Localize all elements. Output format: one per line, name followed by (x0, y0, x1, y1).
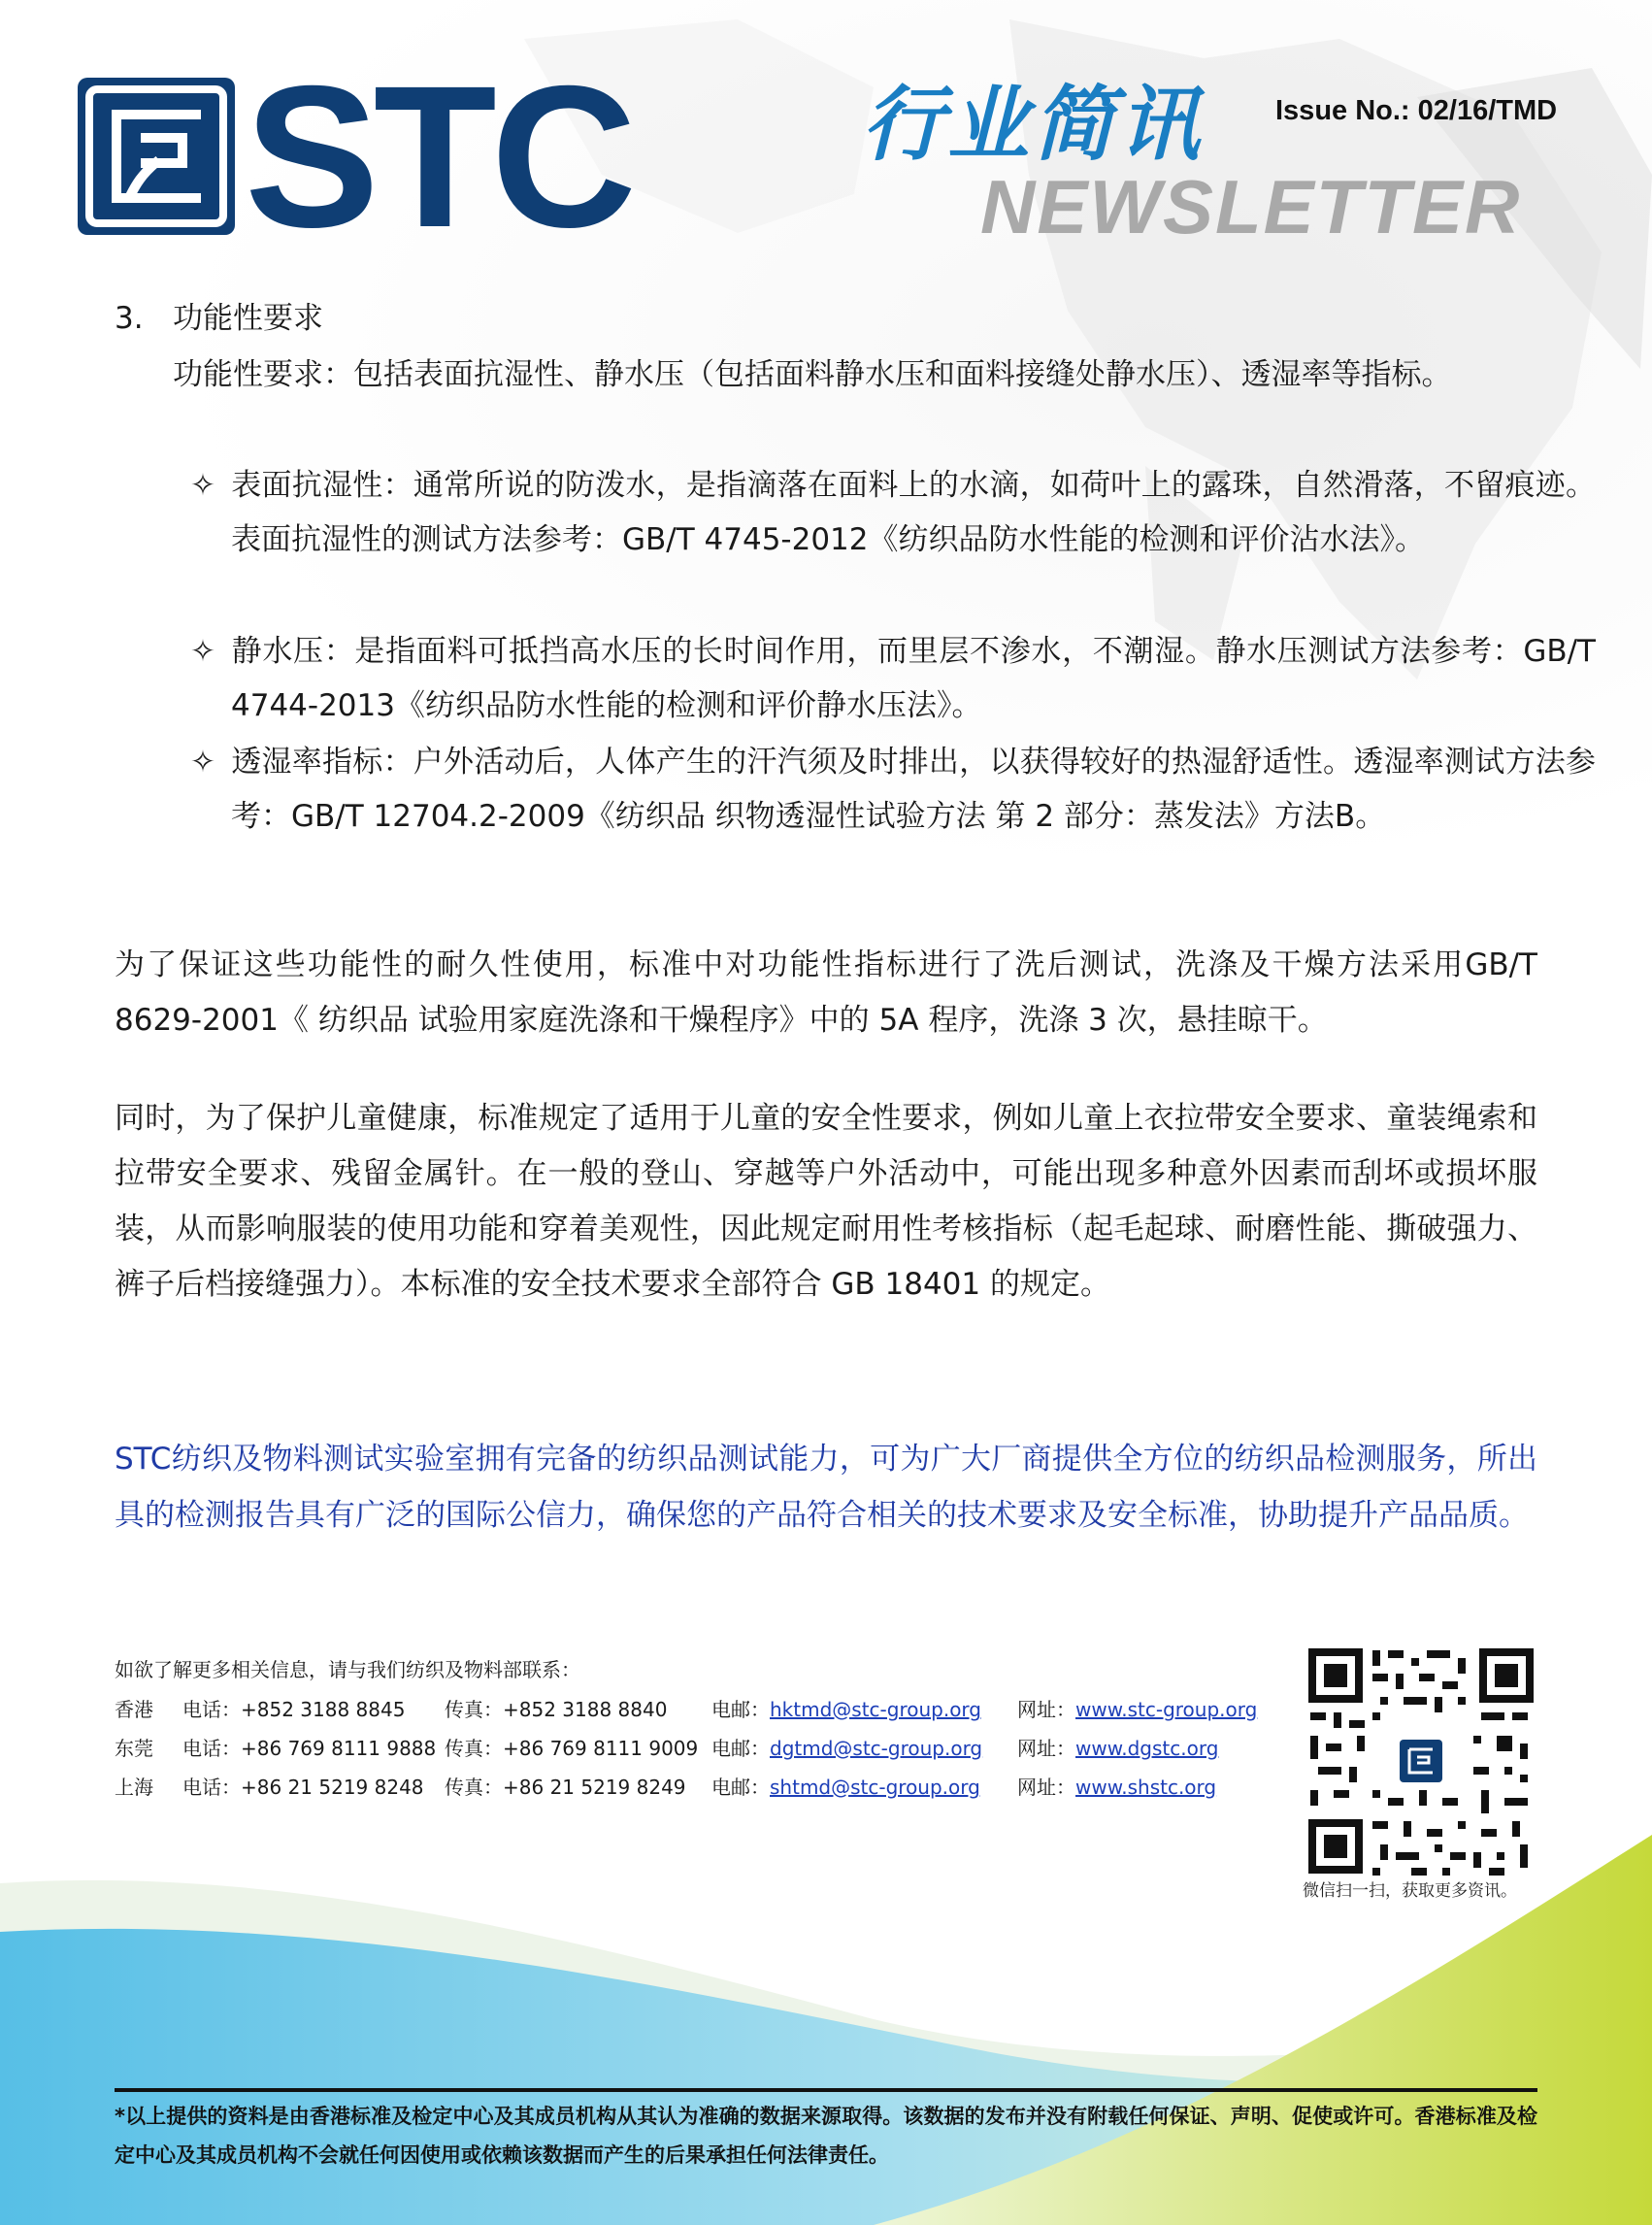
contact-fax: 传真：+852 3188 8840 (445, 1698, 668, 1721)
website-link[interactable]: www.stc-group.org (1075, 1698, 1258, 1721)
stc-logo-text: STC (245, 45, 631, 270)
diamond-bullet-icon: ✧ (190, 468, 215, 503)
contact-tel: 电话：+86 21 5219 8248 (182, 1776, 424, 1799)
disclaimer-text: *以上提供的资料是由香港标准及检定中心及其成员机构从其认为准确的数据来源取得。该数据的发布并没有附载任何保证、声明、促使或许可。香港标准及检定中心及其成员机构不会就任何因使用或依赖该数据而产生的后果承担任何法律责任。 (115, 2105, 1537, 2167)
qr-caption: 微信扫一扫，获取更多资讯。 (1303, 1881, 1517, 1901)
bullet-text: 表面抗湿性：通常所说的防泼水，是指滴落在面料上的水滴，如荷叶上的露珠，自然滑落，不留痕迹。表面抗湿性的测试方法参考：GB/T 4745-2012《纺织品防水性能的检测和评价沾水法》。 (231, 468, 1596, 557)
child-safety-paragraph: 同时，为了保护儿童健康，标准规定了适用于儿童的安全性要求，例如儿童上衣拉带安全要求、童装绳索和拉带安全要求、残留金属针。在一般的登山、穿越等户外活动中，可能出现多种意外因素而刮坏或损坏服装，从而影响服装的使用功能和穿着美观性，因此规定耐用性考核指标（起毛起球、耐磨性能、撕破强力、裤子后档接缝强力）。本标准的安全技术要求全部符合 GB 18401 的规定。 (115, 1101, 1537, 1302)
contact-row-shanghai (115, 1768, 1217, 1807)
contact-web: 网址：www.shstc.org (1017, 1776, 1217, 1799)
email-link[interactable]: shtmd@stc-group.org (770, 1776, 980, 1799)
issue-number: Issue No.: 02/16/TMD (1275, 95, 1558, 126)
diamond-bullet-icon: ✧ (190, 745, 215, 780)
section-number: 3. (115, 301, 144, 336)
bullet-text: 透湿率指标：户外活动后，人体产生的汗汽须及时排出，以获得较好的热湿舒适性。透湿率测试方法参考：GB/T 12704.2-2009《纺织品 织物透湿性试验方法 第 2 部分：蒸发法》方法B。 (231, 745, 1596, 834)
contact-city: 香港 (115, 1698, 153, 1721)
contact-intro: 如欲了解更多相关信息，请与我们纺织及物料部联系： (115, 1658, 580, 1681)
email-link[interactable]: dgtmd@stc-group.org (770, 1737, 983, 1760)
wechat-qr-code[interactable] (1303, 1643, 1539, 1879)
contact-row-dongguan (115, 1729, 1219, 1768)
website-link[interactable]: www.shstc.org (1075, 1776, 1217, 1799)
contact-web: 网址：www.stc-group.org (1017, 1698, 1258, 1721)
bullet-text: 静水压：是指面料可抵挡高水压的长时间作用，而里层不渗水，不潮湿。静水压测试方法参考：GB/T 4744-2013《纺织品防水性能的检测和评价静水压法》。 (231, 634, 1596, 723)
durability-paragraph: 为了保证这些功能性的耐久性使用，标准中对功能性指标进行了洗后测试，洗涤及干燥方法采用GB/T 8629-2001《 纺织品 试验用家庭洗涤和干燥程序》中的 5A 程序，洗涤 3 次，悬挂晾干。 (115, 947, 1537, 1038)
footer-divider (115, 2088, 1537, 2092)
contact-block (115, 1655, 1258, 1807)
contact-web: 网址：www.dgstc.org (1017, 1737, 1219, 1760)
section-intro: 功能性要求：包括表面抗湿性、静水压（包括面料静水压和面料接缝处静水压）、透湿率等指标。 (173, 357, 1452, 392)
website-link[interactable]: www.dgstc.org (1075, 1737, 1219, 1760)
section-title: 功能性要求 (173, 301, 323, 336)
promo-paragraph: STC纺织及物料测试实验室拥有完备的纺织品测试能力，可为广大厂商提供全方位的纺织品检测服务，所出具的检测报告具有广泛的国际公信力，确保您的产品符合相关的技术要求及安全标准，协助提升产品品质。 (115, 1442, 1537, 1533)
contact-email: 电邮：dgtmd@stc-group.org (711, 1737, 983, 1760)
contact-email: 电邮：hktmd@stc-group.org (711, 1698, 981, 1721)
contact-tel: 电话：+852 3188 8845 (182, 1698, 406, 1721)
bullet-item (173, 624, 1596, 733)
contact-fax: 传真：+86 769 8111 9009 (445, 1737, 699, 1760)
stc-logo-mark (78, 78, 235, 235)
contact-tel: 电话：+86 769 8111 9888 (182, 1737, 437, 1760)
newsletter-title-cn: 行业简讯 (862, 77, 1205, 172)
contact-row-hongkong (115, 1690, 1258, 1729)
contact-fax: 传真：+86 21 5219 8249 (445, 1776, 686, 1799)
newsletter-title-en: NEWSLETTER (980, 164, 1522, 249)
diamond-bullet-icon: ✧ (190, 634, 215, 669)
stc-emblem-icon (78, 78, 235, 235)
bullet-item (173, 458, 1596, 567)
contact-email: 电邮：shtmd@stc-group.org (711, 1776, 980, 1799)
bullet-item (173, 735, 1596, 844)
email-link[interactable]: hktmd@stc-group.org (770, 1698, 981, 1721)
contact-city: 东莞 (115, 1737, 153, 1760)
contact-city: 上海 (115, 1776, 153, 1799)
